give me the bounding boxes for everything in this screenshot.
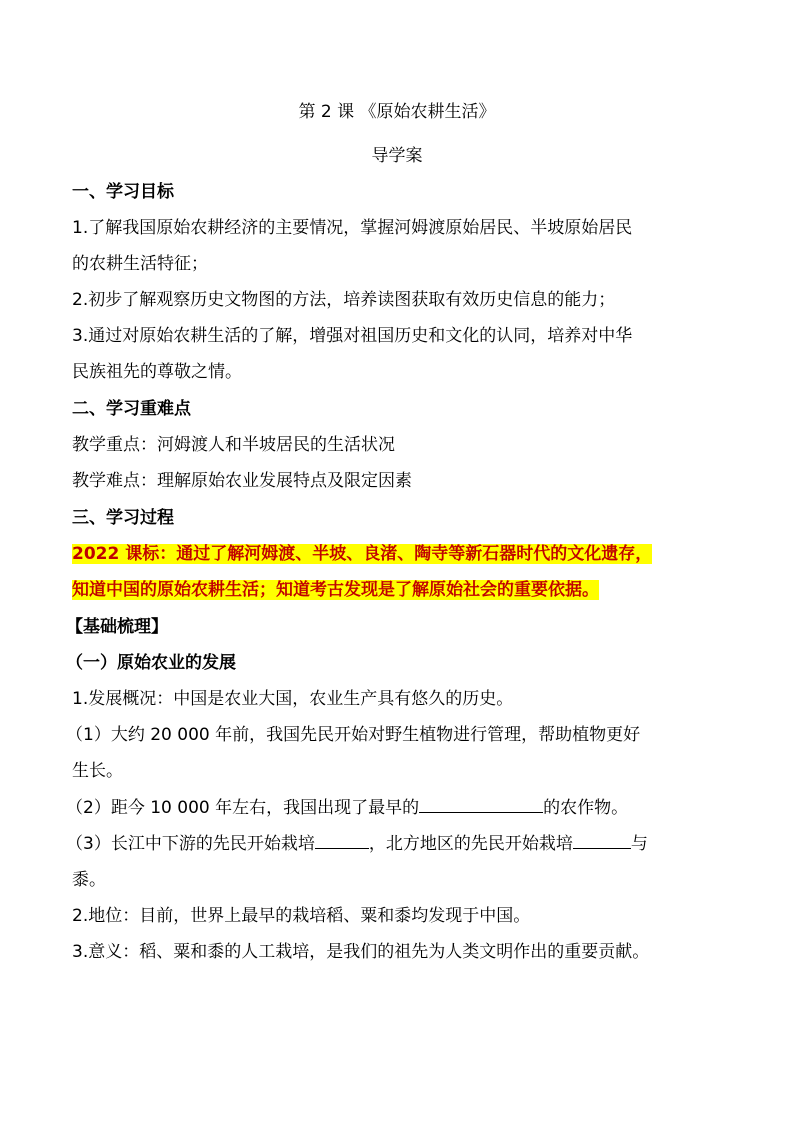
paragraph-1-3-part-3: 与 [630, 834, 648, 854]
goal-2: 2.初步了解观察历史文物图的方法，培养读图获取有效历史信息的能力； [72, 290, 616, 310]
paragraph-significance: 3.意义：稻、粟和黍的人工栽培，是我们的祖先为人类文明作出的重要贡献。 [72, 942, 650, 962]
difficult-point: 教学难点：理解原始农业发展特点及限定因素 [72, 471, 412, 491]
goal-3-line-1: 3.通过对原始农耕生活的了解，增强对祖国历史和文化的认同，培养对中华 [72, 326, 633, 346]
section-heading-goals: 一、学习目标 [72, 182, 174, 202]
fill-in-blank-1[interactable] [419, 797, 543, 813]
curriculum-standard-line-1 [72, 543, 652, 565]
fill-in-blank-2[interactable] [315, 833, 369, 849]
paragraph-1-2-after-blank: 的农作物。 [543, 798, 629, 818]
paragraph-1-2-before-blank: （2）距今 10 000 年左右，我国出现了最早的 [66, 798, 420, 818]
lesson-title: 第 2 课 《原始农耕生活》 [298, 102, 496, 122]
highlighted-standard-text-2: 知道中国的原始农耕生活；知道考古发现是了解原始社会的重要依据。 [72, 580, 599, 600]
highlighted-standard-text-1: 2022 课标：通过了解河姆渡、半坡、良渚、陶寺等新石器时代的文化遗存， [72, 544, 653, 564]
lesson-subtitle: 导学案 [371, 146, 423, 166]
paragraph-status: 2.地位：目前，世界上最早的栽培稻、粟和黍均发现于中国。 [72, 906, 531, 926]
section-heading-process: 三、学习过程 [72, 508, 174, 528]
paragraph-1-3-line-1 [66, 833, 648, 855]
paragraph-1-1-line-1: （1）大约 20 000 年前，我国先民开始对野生植物进行管理，帮助植物更好 [66, 725, 641, 745]
basics-heading: 【基础梳理】 [66, 617, 168, 637]
paragraph-1-3-line-2: 黍。 [72, 870, 106, 890]
paragraph-1-3-part-1: （3）长江中下游的先民开始栽培 [66, 834, 315, 854]
goal-3-line-2: 民族祖先的尊敬之情。 [72, 362, 242, 382]
subsection-heading-agriculture: （一）原始农业的发展 [66, 653, 236, 673]
paragraph-1-3-part-2: ，北方地区的先民开始栽培 [368, 834, 573, 854]
paragraph-1-2 [66, 797, 628, 819]
key-point: 教学重点：河姆渡人和半坡居民的生活状况 [72, 435, 395, 455]
goal-1-line-2: 的农耕生活特征； [72, 254, 208, 274]
fill-in-blank-3[interactable] [573, 833, 631, 849]
paragraph-1-1-line-2: 生长。 [72, 761, 123, 781]
curriculum-standard-line-2 [72, 579, 599, 601]
section-heading-key-points: 二、学习重难点 [72, 399, 191, 419]
paragraph-overview: 1.发展概况：中国是农业大国，农业生产具有悠久的历史。 [72, 689, 514, 709]
goal-1-line-1: 1.了解我国原始农耕经济的主要情况，掌握河姆渡原始居民、半坡原始居民 [72, 218, 633, 238]
